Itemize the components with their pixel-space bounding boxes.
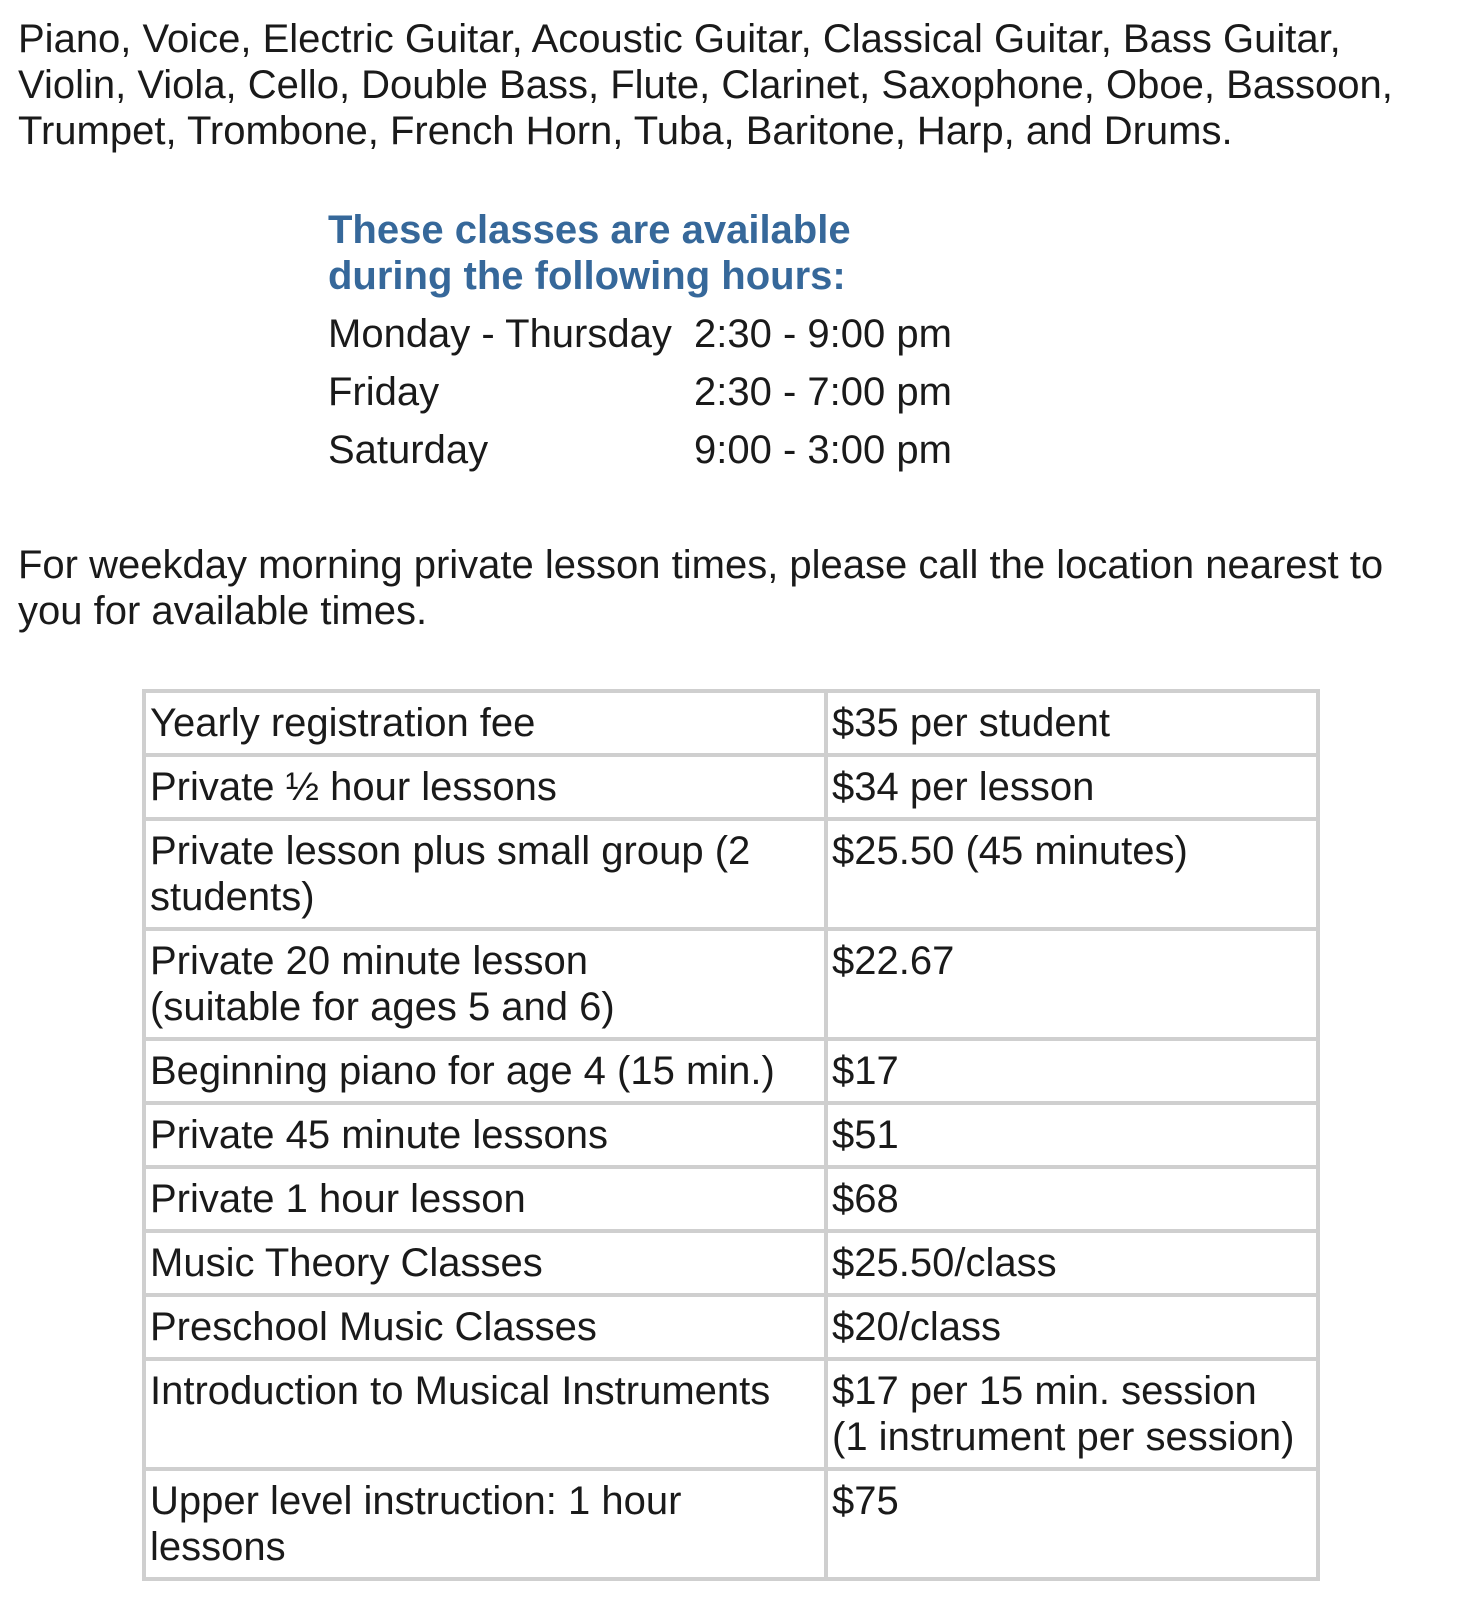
fee-price: $34 per lesson — [826, 755, 1318, 819]
fee-item: Beginning piano for age 4 (15 min.) — [144, 1039, 826, 1103]
table-row — [144, 1039, 1318, 1103]
hours-time: 9:00 - 3:00 pm — [694, 428, 952, 472]
hours-day: Friday — [328, 370, 440, 414]
hours-heading-line1: These classes are available — [328, 208, 851, 252]
fee-price: $25.50/class — [826, 1231, 1318, 1295]
hours-day: Monday - Thursday — [328, 312, 672, 356]
fee-item-line1: Private 20 minute lesson — [150, 939, 589, 983]
fee-price: $17 — [826, 1039, 1318, 1103]
fee-price-line2: (1 instrument per session) — [832, 1415, 1295, 1459]
table-row — [144, 1469, 1318, 1579]
fee-price: $75 — [826, 1469, 1318, 1579]
morning-lessons-note: For weekday morning private lesson times, please call the location nearest to you for available times. — [18, 543, 1384, 633]
fee-item: Yearly registration fee — [144, 691, 826, 755]
hours-section — [328, 207, 1028, 485]
hours-heading-line2: during the following hours: — [328, 254, 846, 298]
table-row — [144, 1231, 1318, 1295]
table-row — [144, 1103, 1318, 1167]
hours-day: Saturday — [328, 428, 489, 472]
fee-price: $22.67 — [826, 929, 1318, 1039]
instrument-list: Piano, Voice, Electric Guitar, Acoustic Guitar, Classical Guitar, Bass Guitar, Violin, Viola, Cello, Double Bass, Flute, Clarinet, Saxophone, Oboe, Bassoon, Trumpet, Trombone, French Horn, Tuba, Baritone, Harp, and Drums. — [18, 17, 1393, 153]
table-row — [144, 691, 1318, 755]
fee-price: $20/class — [826, 1295, 1318, 1359]
hours-heading — [328, 207, 1028, 299]
fee-price-line1: $17 per 15 min. session — [832, 1369, 1257, 1413]
fee-item: Music Theory Classes — [144, 1231, 826, 1295]
table-row — [144, 929, 1318, 1039]
hours-time: 2:30 - 7:00 pm — [694, 370, 952, 414]
hours-row-friday — [328, 369, 1028, 427]
fee-price — [826, 1359, 1318, 1469]
table-row — [144, 1167, 1318, 1231]
fee-item: Private lesson plus small group (2 students) — [144, 819, 826, 929]
fee-price: $68 — [826, 1167, 1318, 1231]
table-row — [144, 1295, 1318, 1359]
fee-price: $35 per student — [826, 691, 1318, 755]
hours-row-saturday — [328, 427, 1028, 485]
fee-item: Private ½ hour lessons — [144, 755, 826, 819]
fee-price: $51 — [826, 1103, 1318, 1167]
fee-item: Private 1 hour lesson — [144, 1167, 826, 1231]
table-row — [144, 1359, 1318, 1469]
table-row — [144, 755, 1318, 819]
fee-item-line2: (suitable for ages 5 and 6) — [150, 985, 615, 1029]
hours-time: 2:30 - 9:00 pm — [694, 312, 952, 356]
fee-item — [144, 929, 826, 1039]
hours-row-mon-thu — [328, 311, 1028, 369]
table-row — [144, 819, 1318, 929]
fee-price: $25.50 (45 minutes) — [826, 819, 1318, 929]
fees-table — [142, 689, 1320, 1581]
fee-item: Preschool Music Classes — [144, 1295, 826, 1359]
fee-item: Introduction to Musical Instruments — [144, 1359, 826, 1469]
fee-item: Private 45 minute lessons — [144, 1103, 826, 1167]
fee-item: Upper level instruction: 1 hour lessons — [144, 1469, 826, 1579]
